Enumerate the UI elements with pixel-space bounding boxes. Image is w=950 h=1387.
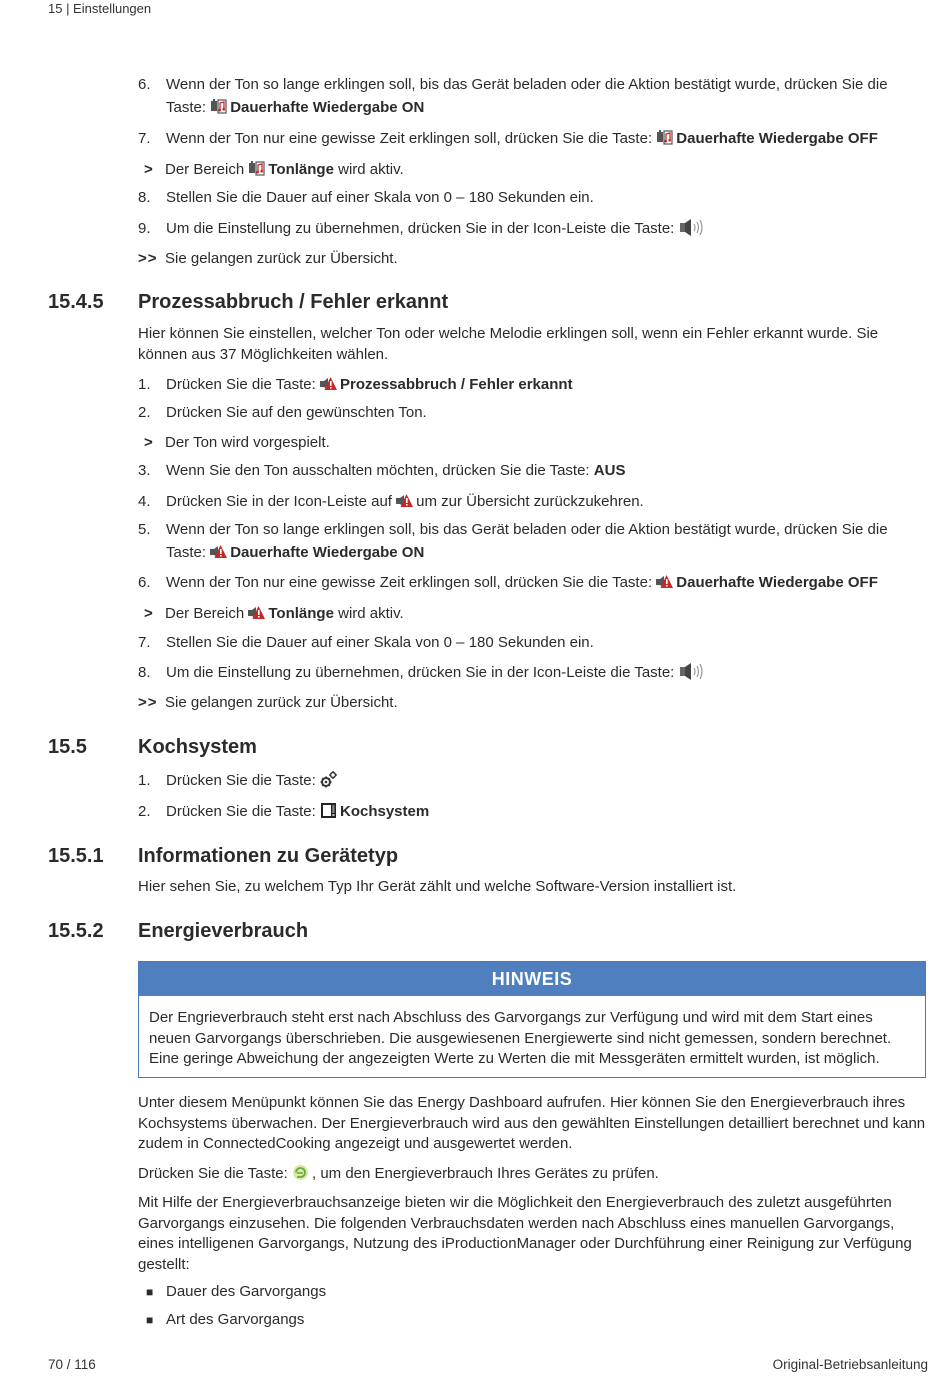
step-text: Um die Einstellung zu übernehmen, drücken Sie in der Icon-Leiste die Taste:	[166, 663, 708, 683]
step-number: 6.	[138, 76, 151, 93]
cooking-system-icon	[320, 802, 337, 819]
step-text: Stellen Sie die Dauer auf einer Skala von 0 – 180 Sekunden ein.	[166, 189, 594, 206]
section-title: Prozessabbruch / Fehler erkannt	[138, 291, 449, 313]
step-number: 6.	[138, 574, 151, 591]
result-marker: >>	[138, 694, 158, 711]
document-title: Original-Betriebsanleitung	[772, 1357, 928, 1372]
notice-box	[138, 961, 926, 1078]
melody-note-icon	[210, 98, 227, 115]
warning-sound-icon	[396, 492, 413, 509]
step-number: 1.	[138, 376, 151, 393]
section-title: Kochsystem	[138, 736, 257, 758]
step-number: 2.	[138, 404, 151, 421]
step-text: Stellen Sie die Dauer auf einer Skala von 0 – 180 Sekunden ein.	[166, 634, 594, 651]
speaker-icon	[679, 663, 705, 680]
step-text: Drücken Sie in der Icon-Leiste auf um zur Übersicht zurückzukehren.	[166, 493, 644, 510]
section-title: Energieverbrauch	[138, 920, 309, 942]
step-number: 5.	[138, 521, 151, 538]
notice-text: Der Engrieverbrauch steht erst nach Abschluss des Garvorgangs zur Verfügung und wird mit dem Start eines neuen Garvorgangs überschrieben. Die ausgewiesenen Energiewerte sind nicht gemessen, sondern berechnet. Eine geringe Abweichung der angezeigten Werte zu Werten die mit Messgeräten ermittelt wurden, ist möglich.	[149, 1009, 892, 1067]
result-marker: >	[144, 161, 153, 178]
result-text: Sie gelangen zurück zur Übersicht.	[165, 250, 398, 267]
section-title: Informationen zu Gerätetyp	[138, 845, 399, 867]
melody-note-icon	[248, 160, 265, 177]
section-number: 15.4.5	[48, 291, 104, 313]
speaker-icon	[679, 219, 705, 236]
step-text: Um die Einstellung zu übernehmen, drücken Sie in der Icon-Leiste die Taste:	[166, 219, 708, 239]
bullet-icon: ■	[146, 1285, 154, 1299]
step-text: Wenn der Ton so lange erklingen soll, bis das Gerät beladen oder die Aktion bestätigt wurde, drücken Sie die	[166, 521, 888, 538]
result-text: Der Bereich Tonlänge wird aktiv.	[165, 605, 404, 622]
step-text: Drücken Sie die Taste:	[166, 771, 340, 791]
step-number: 3.	[138, 462, 151, 479]
warning-sound-icon	[656, 573, 673, 590]
bullet-text: Art des Garvorgangs	[166, 1311, 305, 1328]
step-text: Wenn Sie den Ton ausschalten möchten, drücken Sie die Taste: AUS	[166, 462, 626, 479]
step-number: 9.	[138, 220, 151, 237]
result-marker: >>	[138, 250, 158, 267]
step-number: 7.	[138, 130, 151, 147]
step-text: Wenn der Ton nur eine gewisse Zeit erklingen soll, drücken Sie die Taste: Dauerhafte Wiedergabe OFF	[166, 574, 878, 591]
section-number: 15.5.2	[48, 920, 104, 942]
energy-description: Mit Hilfe der Energieverbrauchsanzeige bieten wir die Möglichkeit den Energieverbrauch des zuletzt ausgeführten Garvorgangs einzusehen. Die folgenden Verbrauchsdaten werden nach Abschluss eines manuellen Garvorgangs, eines intelligenen Garvorgangs, Nutzung des iProductionManager oder Durchführung einer Reinigung zur Verfügung gestellt:	[138, 1194, 912, 1273]
bullet-icon: ■	[146, 1313, 154, 1327]
step-text: Wenn der Ton nur eine gewisse Zeit erklingen soll, drücken Sie die Taste: Dauerhafte Wiedergabe OFF	[166, 130, 878, 147]
step-text: Taste: Dauerhafte Wiedergabe ON	[166, 544, 425, 561]
step-number: 4.	[138, 493, 151, 510]
result-marker: >	[144, 434, 153, 451]
section-number: 15.5.1	[48, 845, 104, 867]
step-text: Drücken Sie auf den gewünschten Ton.	[166, 404, 427, 421]
result-marker: >	[144, 605, 153, 622]
step-text: Drücken Sie die Taste: Kochsystem	[166, 803, 430, 820]
warning-sound-icon	[210, 543, 227, 560]
step-text: Wenn der Ton so lange erklingen soll, bis das Gerät beladen oder die Aktion bestätigt wurde, drücken Sie die	[166, 76, 888, 93]
step-number: 7.	[138, 634, 151, 651]
section-number: 15.5	[48, 736, 87, 758]
page-number: 70 / 116	[48, 1357, 96, 1372]
melody-note-icon	[656, 129, 673, 146]
step-number: 8.	[138, 189, 151, 206]
warning-sound-icon	[248, 604, 265, 621]
step-text: Taste: Dauerhafte Wiedergabe ON	[166, 99, 425, 116]
result-text: Sie gelangen zurück zur Übersicht.	[165, 694, 398, 711]
section-intro: Hier können Sie einstellen, welcher Ton oder welche Melodie erklingen soll, wenn ein Fehler erkannt wurde. Sie können aus 37 Möglichkeiten wählen.	[138, 325, 879, 363]
notice-title: HINWEIS	[139, 962, 925, 996]
energy-dashboard-icon	[292, 1164, 309, 1181]
step-text: Drücken Sie die Taste: Prozessabbruch / Fehler erkannt	[166, 376, 573, 393]
running-header: 15 | Einstellungen	[48, 1, 152, 16]
energy-intro: Unter diesem Menüpunkt können Sie das Energy Dashboard aufrufen. Hier können Sie den Energieverbrauch ihres Kochsystems überwachen. Der Energieverbrauch wird aus den gewählten Einstellungen detailliert berechnet und kann zudem in ConnectedCooking angezeigt und ausgewertet werden.	[138, 1094, 926, 1152]
step-number: 8.	[138, 664, 151, 681]
bullet-text: Dauer des Garvorgangs	[166, 1283, 327, 1300]
step-number: 1.	[138, 772, 151, 789]
warning-sound-icon	[320, 375, 337, 392]
settings-gear-icon	[320, 771, 337, 788]
result-text: Der Bereich Tonlänge wird aktiv.	[165, 161, 404, 178]
result-text: Der Ton wird vorgespielt.	[165, 434, 330, 451]
energy-instruction: Drücken Sie die Taste: , um den Energieverbrauch Ihres Gerätes zu prüfen.	[138, 1165, 659, 1182]
step-number: 2.	[138, 803, 151, 820]
section-text: Hier sehen Sie, zu welchem Typ Ihr Gerät zählt und welche Software-Version installiert ist.	[138, 878, 737, 895]
